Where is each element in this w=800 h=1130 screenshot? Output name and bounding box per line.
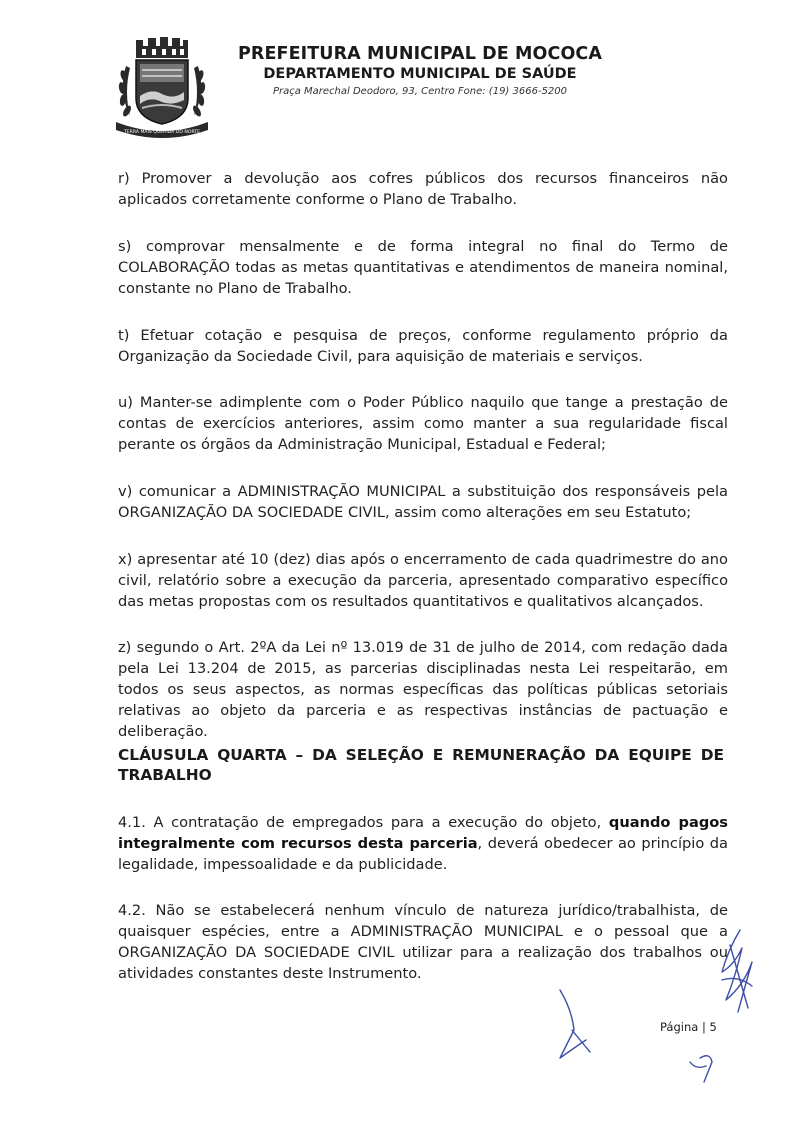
paragraph-4-1-end: , deverá obedecer ao princípio da legalidade, impessoalidade e da publicidade. <box>118 835 728 873</box>
letterhead <box>220 44 620 97</box>
paragraph-x: x) apresentar até 10 (dez) dias após o encerramento de cada quadrimestre do ano civil, relatório sobre a execução da parceria, apresentado comparativo específico das metas propostas com os resultados quantitativos e qualitativos alcançados. <box>118 551 728 610</box>
paragraph-r: r) Promover a devolução aos cofres públicos dos recursos financeiros não aplicados corretamente conforme o Plano de Trabalho. <box>118 170 728 208</box>
clause-heading <box>118 745 724 785</box>
paragraph-z: z) segundo o Art. 2ºA da Lei nº 13.019 de 31 de julho de 2014, com redação dada pela Lei 13.204 de 2015, as parcerias disciplinadas nesta Lei respeitarão, em todos os seus aspectos, as normas específicas das políticas públicas setoriais relativas ao objeto da parceria e as respectivas instâncias de pactuação e deliberação. <box>118 639 728 740</box>
letterhead-address: Praça Marechal Deodoro, 93, Centro Fone: (19) 3666-5200 <box>272 86 568 97</box>
municipal-crest-icon <box>112 36 212 138</box>
clause-heading-line1: CLÁUSULA QUARTA – DA SELEÇÃO E REMUNERAÇÃO DA EQUIPE DE <box>118 746 724 764</box>
page-number: Página | 5 <box>660 1020 717 1034</box>
paragraph-4-1-start: 4.1. A contratação de empregados para a execução do objeto, <box>118 814 609 831</box>
crest-motto: TERRA MAIS QUERIDA DO NORTE <box>123 130 201 135</box>
paragraph-4-1-bold: quando pagos integralmente com recursos desta parceria <box>118 814 728 852</box>
paragraph-4-1 <box>118 812 728 875</box>
paragraph-4-2: 4.2. Não se estabelecerá nenhum vínculo de natureza jurídico/trabalhista, de quaisquer espécies, entre a ADMINISTRAÇÃO MUNICIPAL e o pessoal que a ORGANIZAÇÃO DA SOCIEDADE CIVIL utilizar para a realização dos trabalhos ou atividades constantes deste Instrumento. <box>118 902 728 982</box>
letterhead-subtitle: DEPARTAMENTO MUNICIPAL DE SAÚDE <box>263 66 577 82</box>
paragraph-t: t) Efetuar cotação e pesquisa de preços, conforme regulamento próprio da Organização da Sociedade Civil, para aquisição de materiais e serviços. <box>118 327 728 365</box>
letterhead-title: PREFEITURA MUNICIPAL DE MOCOCA <box>237 44 603 64</box>
paragraph-v: v) comunicar a ADMINISTRAÇÃO MUNICIPAL a substituição dos responsáveis pela ORGANIZAÇÃO DA SOCIEDADE CIVIL, assim como alterações em seu Estatuto; <box>118 483 728 521</box>
paragraph-u: u) Manter-se adimplente com o Poder Público naquilo que tange a prestação de contas de exercícios anteriores, assim como manter a sua regularidade fiscal perante os órgãos da Administração Municipal, Estadual e Federal; <box>118 394 728 453</box>
paragraph-s: s) comprovar mensalmente e de forma integral no final do Termo de COLABORAÇÃO todas as metas quantitativas e atendimentos de maneira nominal, constante no Plano de Trabalho. <box>118 238 728 297</box>
clause-heading-line2: TRABALHO <box>118 766 212 784</box>
